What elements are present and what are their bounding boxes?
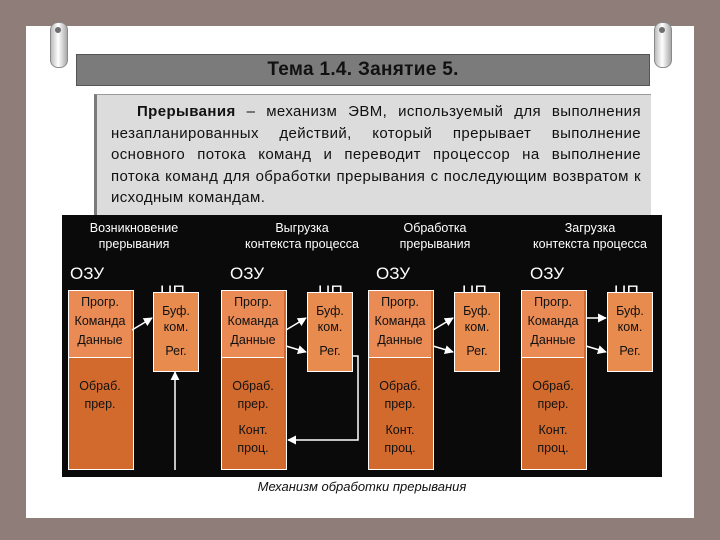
context-segment: Конт. проц. xyxy=(537,423,569,455)
program-row: Прогр. xyxy=(81,295,119,309)
handler-segment: Обраб. прер. xyxy=(379,379,421,411)
arrow-command-to-buffer xyxy=(433,318,453,330)
handler-segment: Обраб. прер. xyxy=(532,379,574,411)
command-buffer: Буф. xyxy=(463,304,491,318)
command-buffer: Буф. xyxy=(616,304,644,318)
arrow-command-to-buffer xyxy=(286,318,306,330)
command-row: Команда xyxy=(527,314,579,328)
command-buffer: Буф. xyxy=(162,304,190,318)
slide-title: Тема 1.4. Занятие 5. xyxy=(267,59,459,80)
data-row: Данные xyxy=(530,333,576,347)
arrow-data-to-register xyxy=(586,346,606,352)
command-buffer: Буф. xyxy=(316,304,344,318)
diagram-caption: Механизм обработки прерывания xyxy=(257,479,467,494)
data-row: Данные xyxy=(77,333,123,347)
ram-label: ОЗУ xyxy=(70,264,105,283)
program-row: Прогр. xyxy=(234,295,272,309)
ram-label: ОЗУ xyxy=(230,264,265,283)
command-buffer-2: ком. xyxy=(464,320,490,334)
command-row: Команда xyxy=(227,314,279,328)
register: Рег. xyxy=(466,344,488,358)
register: Рег. xyxy=(619,344,641,358)
register: Рег. xyxy=(165,344,187,358)
program-row: Прогр. xyxy=(381,295,419,309)
command-buffer-2: ком. xyxy=(617,320,643,334)
definition-body: – механизм ЭВМ, используемый для выполнения незапланированных действий, который прерывает выполнение основного потока команд и переводит процессор на выполнение потока команд для обработки прерывания с последующим возвратом к исходным командам. xyxy=(111,103,641,206)
command-buffer-2: ком. xyxy=(317,320,343,334)
arrow-data-to-register xyxy=(433,346,453,352)
stage-header: Обработка прерывания xyxy=(399,221,471,251)
program-row: Прогр. xyxy=(534,295,572,309)
context-segment: Конт. проц. xyxy=(237,423,269,455)
arrow-command-to-buffer xyxy=(132,318,152,330)
command-buffer-2: ком. xyxy=(163,320,189,334)
command-row: Команда xyxy=(74,314,126,328)
ram-label: ОЗУ xyxy=(376,264,411,283)
arrow-data-to-register xyxy=(286,346,306,352)
command-row: Команда xyxy=(374,314,426,328)
stage-header: Выгрузка контекста процесса xyxy=(245,221,359,251)
definition-term: Прерывания xyxy=(137,103,236,120)
handler-segment: Обраб. прер. xyxy=(79,379,121,411)
stage-header: Загрузка контекста процесса xyxy=(533,221,647,251)
register: Рег. xyxy=(319,344,341,358)
ram-label: ОЗУ xyxy=(530,264,565,283)
handler-segment: Обраб. прер. xyxy=(232,379,274,411)
arrow-register-to-context xyxy=(288,356,358,440)
stage-header: Возникновение прерывания xyxy=(89,221,179,251)
context-segment: Конт. проц. xyxy=(384,423,416,455)
data-row: Данные xyxy=(230,333,276,347)
data-row: Данные xyxy=(377,333,423,347)
